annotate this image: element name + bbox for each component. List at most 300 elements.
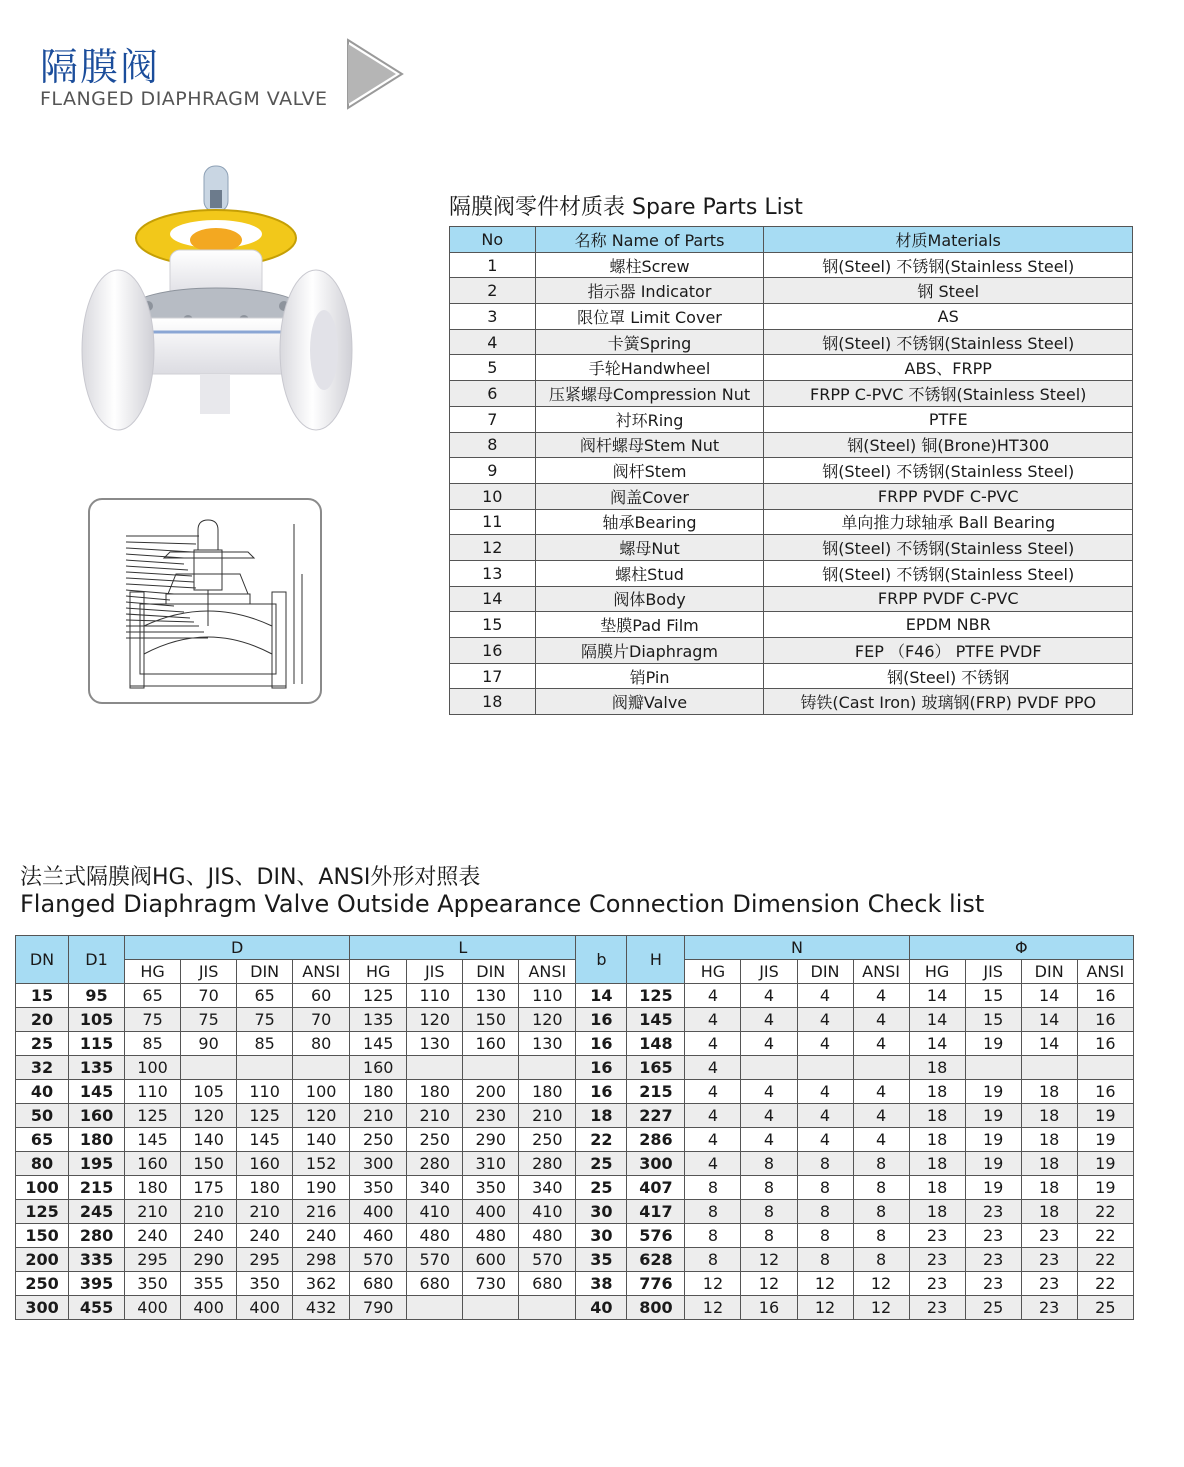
dimension-cell: 480 xyxy=(519,1224,576,1248)
dimension-cell: 180 xyxy=(350,1080,407,1104)
dimension-cell xyxy=(463,1296,519,1320)
dimension-cell: 140 xyxy=(293,1128,350,1152)
dimension-cell: 70 xyxy=(181,984,237,1008)
dimension-cell: 210 xyxy=(407,1104,463,1128)
part-name: 阀杆螺母Stem Nut xyxy=(535,432,764,458)
dimension-cell: 14 xyxy=(576,984,627,1008)
dimension-cell: 125 xyxy=(16,1200,69,1224)
dimension-cell: 152 xyxy=(293,1152,350,1176)
valve-section-drawing-icon xyxy=(104,514,310,690)
dimension-cell xyxy=(1021,1056,1077,1080)
group-d-header: D xyxy=(125,936,350,960)
dimension-cell: 125 xyxy=(627,984,685,1008)
dimension-cell: 215 xyxy=(627,1080,685,1104)
dimension-cell: 23 xyxy=(965,1224,1021,1248)
dimension-cell: 350 xyxy=(350,1176,407,1200)
dimension-title-en: Flanged Diaphragm Valve Outside Appearance Connection Dimension Check list xyxy=(20,890,985,918)
dimension-cell: 14 xyxy=(1021,984,1077,1008)
dimension-cell: 18 xyxy=(909,1200,965,1224)
dimension-cell: 165 xyxy=(627,1056,685,1080)
dimension-cell: 23 xyxy=(1021,1272,1077,1296)
dimension-cell: 4 xyxy=(741,984,797,1008)
dimension-cell: 120 xyxy=(293,1104,350,1128)
dimension-cell: 8 xyxy=(685,1176,741,1200)
dimension-cell: 570 xyxy=(350,1248,407,1272)
table-row xyxy=(450,329,1133,355)
part-material: FRPP C-PVC 不锈钢(Stainless Steel) xyxy=(764,381,1133,407)
dimension-cell: 22 xyxy=(576,1128,627,1152)
part-name: 衬环Ring xyxy=(535,406,764,432)
table-row xyxy=(450,586,1133,612)
dimension-cell: 85 xyxy=(125,1032,181,1056)
dimension-cell: 145 xyxy=(69,1080,125,1104)
dimension-cell: 110 xyxy=(407,984,463,1008)
dimension-cell: 4 xyxy=(853,1104,909,1128)
dimension-cell: 18 xyxy=(909,1176,965,1200)
dimension-cell: 150 xyxy=(181,1152,237,1176)
dimension-cell: 38 xyxy=(576,1272,627,1296)
dimension-cell: 30 xyxy=(576,1200,627,1224)
part-material: 钢(Steel) 不锈钢(Stainless Steel) xyxy=(764,329,1133,355)
col-material-header: 材质Materials xyxy=(764,227,1133,253)
dimension-cell: 8 xyxy=(853,1248,909,1272)
dimension-cell: 19 xyxy=(1077,1152,1133,1176)
dimension-cell: 570 xyxy=(407,1248,463,1272)
dimension-cell: 230 xyxy=(463,1104,519,1128)
dimension-cell: 125 xyxy=(350,984,407,1008)
dimension-cell: 25 xyxy=(16,1032,69,1056)
col-h-header: H xyxy=(627,936,685,984)
dimension-cell: 195 xyxy=(69,1152,125,1176)
sub-header-l-jis: JIS xyxy=(407,960,463,984)
dimension-cell: 210 xyxy=(181,1200,237,1224)
dimension-cell: 105 xyxy=(69,1008,125,1032)
table-row xyxy=(16,1128,1134,1152)
dimension-cell: 8 xyxy=(685,1200,741,1224)
dimension-cell: 19 xyxy=(965,1104,1021,1128)
dimension-cell: 23 xyxy=(909,1224,965,1248)
dimension-cell: 8 xyxy=(797,1152,853,1176)
dimension-cell: 4 xyxy=(797,1104,853,1128)
dimension-cell xyxy=(407,1296,463,1320)
dimension-cell: 110 xyxy=(125,1080,181,1104)
dimension-cell xyxy=(1077,1056,1133,1080)
dimension-cell: 410 xyxy=(407,1200,463,1224)
dimension-cell: 22 xyxy=(1077,1200,1133,1224)
part-no: 18 xyxy=(450,689,536,715)
dimension-cell: 16 xyxy=(576,1080,627,1104)
dimension-cell: 4 xyxy=(853,1080,909,1104)
part-material: 钢(Steel) 不锈钢(Stainless Steel) xyxy=(764,535,1133,561)
dimension-cell: 19 xyxy=(1077,1104,1133,1128)
dimension-cell: 340 xyxy=(407,1176,463,1200)
table-row xyxy=(450,560,1133,586)
dimension-cell: 18 xyxy=(1021,1080,1077,1104)
dimension-cell xyxy=(965,1056,1021,1080)
col-name-header: 名称 Name of Parts xyxy=(535,227,764,253)
dimension-cell: 400 xyxy=(463,1200,519,1224)
dimension-table xyxy=(15,935,1134,1320)
part-name: 卡簧Spring xyxy=(535,329,764,355)
spare-parts-header-row xyxy=(450,227,1133,253)
table-row xyxy=(16,1272,1134,1296)
dimension-cell: 23 xyxy=(1021,1248,1077,1272)
col-dn-header: DN xyxy=(16,936,69,984)
dimension-cell: 8 xyxy=(797,1224,853,1248)
dimension-cell: 19 xyxy=(965,1032,1021,1056)
dimension-cell: 12 xyxy=(741,1248,797,1272)
group-phi-header: Φ xyxy=(909,936,1133,960)
part-material: AS xyxy=(764,304,1133,330)
dimension-cell: 240 xyxy=(125,1224,181,1248)
part-no: 17 xyxy=(450,663,536,689)
dimension-cell: 140 xyxy=(181,1128,237,1152)
dimension-cell: 175 xyxy=(181,1176,237,1200)
dimension-cell: 340 xyxy=(519,1176,576,1200)
part-name: 限位罩 Limit Cover xyxy=(535,304,764,330)
dimension-cell: 400 xyxy=(181,1296,237,1320)
dimension-cell: 4 xyxy=(797,1128,853,1152)
dimension-cell: 417 xyxy=(627,1200,685,1224)
sub-header-phi-hg: HG xyxy=(909,960,965,984)
dimension-cell: 18 xyxy=(909,1056,965,1080)
dimension-cell: 460 xyxy=(350,1224,407,1248)
dimension-cell: 4 xyxy=(853,984,909,1008)
dimension-cell: 250 xyxy=(519,1128,576,1152)
col-no-header: No xyxy=(450,227,536,253)
dimension-cell: 148 xyxy=(627,1032,685,1056)
dimension-cell: 18 xyxy=(909,1152,965,1176)
sub-header-d-ansi: ANSI xyxy=(293,960,350,984)
dimension-cell: 8 xyxy=(853,1200,909,1224)
part-name: 阀瓣Valve xyxy=(535,689,764,715)
dimension-cell: 8 xyxy=(741,1200,797,1224)
part-no: 9 xyxy=(450,458,536,484)
part-material: 单向推力球轴承 Ball Bearing xyxy=(764,509,1133,535)
dimension-cell: 480 xyxy=(463,1224,519,1248)
page-title: 隔膜阀 xyxy=(40,45,161,89)
dimension-cell: 150 xyxy=(16,1224,69,1248)
dimension-cell: 160 xyxy=(69,1104,125,1128)
dimension-cell: 290 xyxy=(181,1248,237,1272)
dimension-cell: 355 xyxy=(181,1272,237,1296)
table-row xyxy=(16,1008,1134,1032)
dimension-cell: 790 xyxy=(350,1296,407,1320)
part-material: 铸铁(Cast Iron) 玻璃钢(FRP) PVDF PPO xyxy=(764,689,1133,715)
dimension-cell: 4 xyxy=(685,1104,741,1128)
table-row xyxy=(450,304,1133,330)
sub-header-phi-din: DIN xyxy=(1021,960,1077,984)
dimension-cell: 18 xyxy=(1021,1176,1077,1200)
sub-header-phi-ansi: ANSI xyxy=(1077,960,1133,984)
dimension-header-row xyxy=(16,936,1134,960)
table-row xyxy=(16,1176,1134,1200)
dimension-cell: 8 xyxy=(741,1152,797,1176)
sub-header-l-hg: HG xyxy=(350,960,407,984)
dimension-cell: 298 xyxy=(293,1248,350,1272)
dimension-cell: 95 xyxy=(69,984,125,1008)
part-no: 10 xyxy=(450,483,536,509)
dimension-cell: 120 xyxy=(181,1104,237,1128)
dimension-cell: 110 xyxy=(519,984,576,1008)
dimension-cell: 40 xyxy=(576,1296,627,1320)
sub-header-d-jis: JIS xyxy=(181,960,237,984)
valve-section-drawing xyxy=(88,498,322,704)
dimension-cell: 25 xyxy=(576,1152,627,1176)
dimension-cell: 800 xyxy=(627,1296,685,1320)
dimension-cell: 85 xyxy=(237,1032,293,1056)
dimension-cell: 22 xyxy=(1077,1224,1133,1248)
dimension-cell: 145 xyxy=(350,1032,407,1056)
dimension-cell: 23 xyxy=(909,1296,965,1320)
table-row xyxy=(16,1296,1134,1320)
part-no: 11 xyxy=(450,509,536,535)
dimension-cell: 30 xyxy=(576,1224,627,1248)
dimension-cell: 12 xyxy=(853,1272,909,1296)
dimension-cell: 130 xyxy=(463,984,519,1008)
table-row xyxy=(450,278,1133,304)
part-material: FRPP PVDF C-PVC xyxy=(764,586,1133,612)
dimension-cell: 295 xyxy=(237,1248,293,1272)
dimension-cell: 23 xyxy=(1021,1296,1077,1320)
dimension-cell: 190 xyxy=(293,1176,350,1200)
dimension-cell: 18 xyxy=(909,1104,965,1128)
dimension-cell: 12 xyxy=(685,1272,741,1296)
dimension-cell: 22 xyxy=(1077,1272,1133,1296)
table-row xyxy=(450,509,1133,535)
dimension-cell: 4 xyxy=(685,1056,741,1080)
dimension-cell: 16 xyxy=(1077,1032,1133,1056)
dimension-cell: 145 xyxy=(125,1128,181,1152)
dimension-cell: 75 xyxy=(237,1008,293,1032)
chevron-right-icon xyxy=(344,38,404,110)
dimension-cell: 160 xyxy=(350,1056,407,1080)
part-no: 5 xyxy=(450,355,536,381)
dimension-cell: 14 xyxy=(909,984,965,1008)
dimension-cell: 227 xyxy=(627,1104,685,1128)
dimension-cell: 105 xyxy=(181,1080,237,1104)
dimension-cell: 570 xyxy=(519,1248,576,1272)
dimension-cell: 70 xyxy=(293,1008,350,1032)
dimension-cell: 60 xyxy=(293,984,350,1008)
part-no: 13 xyxy=(450,560,536,586)
dimension-cell: 65 xyxy=(125,984,181,1008)
dimension-cell: 100 xyxy=(125,1056,181,1080)
dimension-cell: 4 xyxy=(741,1104,797,1128)
dimension-cell: 16 xyxy=(1077,984,1133,1008)
dimension-cell: 680 xyxy=(407,1272,463,1296)
part-material: 钢(Steel) 不锈钢(Stainless Steel) xyxy=(764,560,1133,586)
part-no: 14 xyxy=(450,586,536,612)
dimension-cell: 12 xyxy=(853,1296,909,1320)
dimension-cell: 12 xyxy=(797,1272,853,1296)
part-name: 螺母Nut xyxy=(535,535,764,561)
dimension-cell: 15 xyxy=(965,1008,1021,1032)
dimension-cell: 300 xyxy=(627,1152,685,1176)
part-material: FEP （F46） PTFE PVDF xyxy=(764,638,1133,664)
spare-parts-title: 隔膜阀零件材质表 Spare Parts List xyxy=(449,195,803,220)
dimension-cell: 12 xyxy=(685,1296,741,1320)
table-row xyxy=(16,1248,1134,1272)
part-name: 隔膜片Diaphragm xyxy=(535,638,764,664)
part-name: 轴承Bearing xyxy=(535,509,764,535)
table-row xyxy=(450,612,1133,638)
table-row xyxy=(16,1104,1134,1128)
dimension-cell: 300 xyxy=(350,1152,407,1176)
dimension-cell xyxy=(463,1056,519,1080)
dimension-cell: 295 xyxy=(125,1248,181,1272)
part-no: 1 xyxy=(450,252,536,278)
part-material: 钢(Steel) 铜(Brone)HT300 xyxy=(764,432,1133,458)
dimension-cell: 16 xyxy=(1077,1008,1133,1032)
dimension-cell: 400 xyxy=(125,1296,181,1320)
dimension-cell: 115 xyxy=(69,1032,125,1056)
dimension-cell: 310 xyxy=(463,1152,519,1176)
part-name: 指示器 Indicator xyxy=(535,278,764,304)
part-no: 4 xyxy=(450,329,536,355)
dimension-cell: 180 xyxy=(69,1128,125,1152)
dimension-cell: 4 xyxy=(685,984,741,1008)
col-b-header: b xyxy=(576,936,627,984)
table-row xyxy=(450,432,1133,458)
dimension-cell xyxy=(519,1296,576,1320)
part-name: 阀体Body xyxy=(535,586,764,612)
table-row xyxy=(450,355,1133,381)
dimension-cell: 8 xyxy=(797,1248,853,1272)
dimension-cell: 216 xyxy=(293,1200,350,1224)
part-name: 螺柱Screw xyxy=(535,252,764,278)
dimension-cell: 4 xyxy=(685,1080,741,1104)
dimension-cell: 300 xyxy=(16,1296,69,1320)
part-no: 6 xyxy=(450,381,536,407)
dimension-cell: 25 xyxy=(965,1296,1021,1320)
dimension-cell: 14 xyxy=(909,1008,965,1032)
dimension-cell: 4 xyxy=(741,1080,797,1104)
dimension-cell: 290 xyxy=(463,1128,519,1152)
dimension-cell: 210 xyxy=(519,1104,576,1128)
dimension-cell: 19 xyxy=(965,1128,1021,1152)
dimension-cell: 125 xyxy=(125,1104,181,1128)
valve-photo-icon xyxy=(78,160,358,460)
dimension-cell: 160 xyxy=(125,1152,181,1176)
table-row xyxy=(16,1200,1134,1224)
table-row xyxy=(450,252,1133,278)
dimension-cell: 395 xyxy=(69,1272,125,1296)
dimension-cell: 8 xyxy=(853,1224,909,1248)
dimension-cell: 75 xyxy=(125,1008,181,1032)
dimension-cell: 125 xyxy=(237,1104,293,1128)
dimension-cell: 4 xyxy=(685,1032,741,1056)
part-material: 钢(Steel) 不锈钢(Stainless Steel) xyxy=(764,252,1133,278)
sub-header-l-ansi: ANSI xyxy=(519,960,576,984)
dimension-cell: 8 xyxy=(685,1248,741,1272)
sub-header-n-ansi: ANSI xyxy=(853,960,909,984)
spare-parts-table xyxy=(449,226,1133,715)
table-row xyxy=(450,663,1133,689)
dimension-cell: 628 xyxy=(627,1248,685,1272)
dimension-cell: 16 xyxy=(576,1032,627,1056)
dimension-cell: 180 xyxy=(125,1176,181,1200)
table-row xyxy=(450,458,1133,484)
dimension-cell: 18 xyxy=(1021,1152,1077,1176)
part-material: FRPP PVDF C-PVC xyxy=(764,483,1133,509)
table-row xyxy=(450,638,1133,664)
dimension-cell: 215 xyxy=(69,1176,125,1200)
dimension-cell: 8 xyxy=(741,1176,797,1200)
dimension-cell: 18 xyxy=(1021,1128,1077,1152)
dimension-cell: 12 xyxy=(797,1296,853,1320)
table-row xyxy=(16,1224,1134,1248)
group-n-header: N xyxy=(685,936,909,960)
dimension-cell: 135 xyxy=(69,1056,125,1080)
dimension-cell: 145 xyxy=(237,1128,293,1152)
dimension-cell: 120 xyxy=(519,1008,576,1032)
part-name: 阀杆Stem xyxy=(535,458,764,484)
sub-header-n-jis: JIS xyxy=(741,960,797,984)
dimension-cell: 8 xyxy=(797,1200,853,1224)
dimension-cell: 4 xyxy=(741,1128,797,1152)
dimension-cell: 145 xyxy=(627,1008,685,1032)
dimension-cell: 18 xyxy=(1021,1104,1077,1128)
part-material: EPDM NBR xyxy=(764,612,1133,638)
dimension-cell: 680 xyxy=(350,1272,407,1296)
dimension-cell: 4 xyxy=(853,1128,909,1152)
dimension-cell: 576 xyxy=(627,1224,685,1248)
dimension-cell: 90 xyxy=(181,1032,237,1056)
dimension-cell: 4 xyxy=(797,1032,853,1056)
dimension-cell: 4 xyxy=(797,1080,853,1104)
dimension-cell: 4 xyxy=(685,1152,741,1176)
dimension-cell: 250 xyxy=(350,1128,407,1152)
table-row xyxy=(450,483,1133,509)
dimension-cell: 4 xyxy=(797,984,853,1008)
dimension-cell: 23 xyxy=(909,1248,965,1272)
dimension-cell: 245 xyxy=(69,1200,125,1224)
dimension-cell: 80 xyxy=(293,1032,350,1056)
dimension-cell: 65 xyxy=(16,1128,69,1152)
dimension-cell: 14 xyxy=(1021,1032,1077,1056)
dimension-cell: 400 xyxy=(350,1200,407,1224)
dimension-cell: 200 xyxy=(463,1080,519,1104)
dimension-cell: 350 xyxy=(463,1176,519,1200)
sub-header-d-din: DIN xyxy=(237,960,293,984)
table-row xyxy=(450,689,1133,715)
table-row xyxy=(16,1152,1134,1176)
part-no: 2 xyxy=(450,278,536,304)
dimension-cell: 4 xyxy=(797,1008,853,1032)
dimension-cell: 240 xyxy=(181,1224,237,1248)
dimension-cell: 160 xyxy=(237,1152,293,1176)
dimension-cell: 25 xyxy=(576,1176,627,1200)
dimension-cell: 23 xyxy=(965,1248,1021,1272)
part-name: 销Pin xyxy=(535,663,764,689)
dimension-cell: 250 xyxy=(16,1272,69,1296)
part-no: 3 xyxy=(450,304,536,330)
dimension-cell: 8 xyxy=(853,1176,909,1200)
sub-header-n-din: DIN xyxy=(797,960,853,984)
dimension-cell: 730 xyxy=(463,1272,519,1296)
dimension-cell: 407 xyxy=(627,1176,685,1200)
dimension-cell: 80 xyxy=(16,1152,69,1176)
sub-header-phi-jis: JIS xyxy=(965,960,1021,984)
dimension-cell: 4 xyxy=(685,1128,741,1152)
dimension-cell xyxy=(293,1056,350,1080)
dimension-cell: 210 xyxy=(125,1200,181,1224)
dimension-cell: 65 xyxy=(237,984,293,1008)
dimension-cell: 180 xyxy=(519,1080,576,1104)
dimension-cell: 280 xyxy=(407,1152,463,1176)
part-no: 7 xyxy=(450,406,536,432)
